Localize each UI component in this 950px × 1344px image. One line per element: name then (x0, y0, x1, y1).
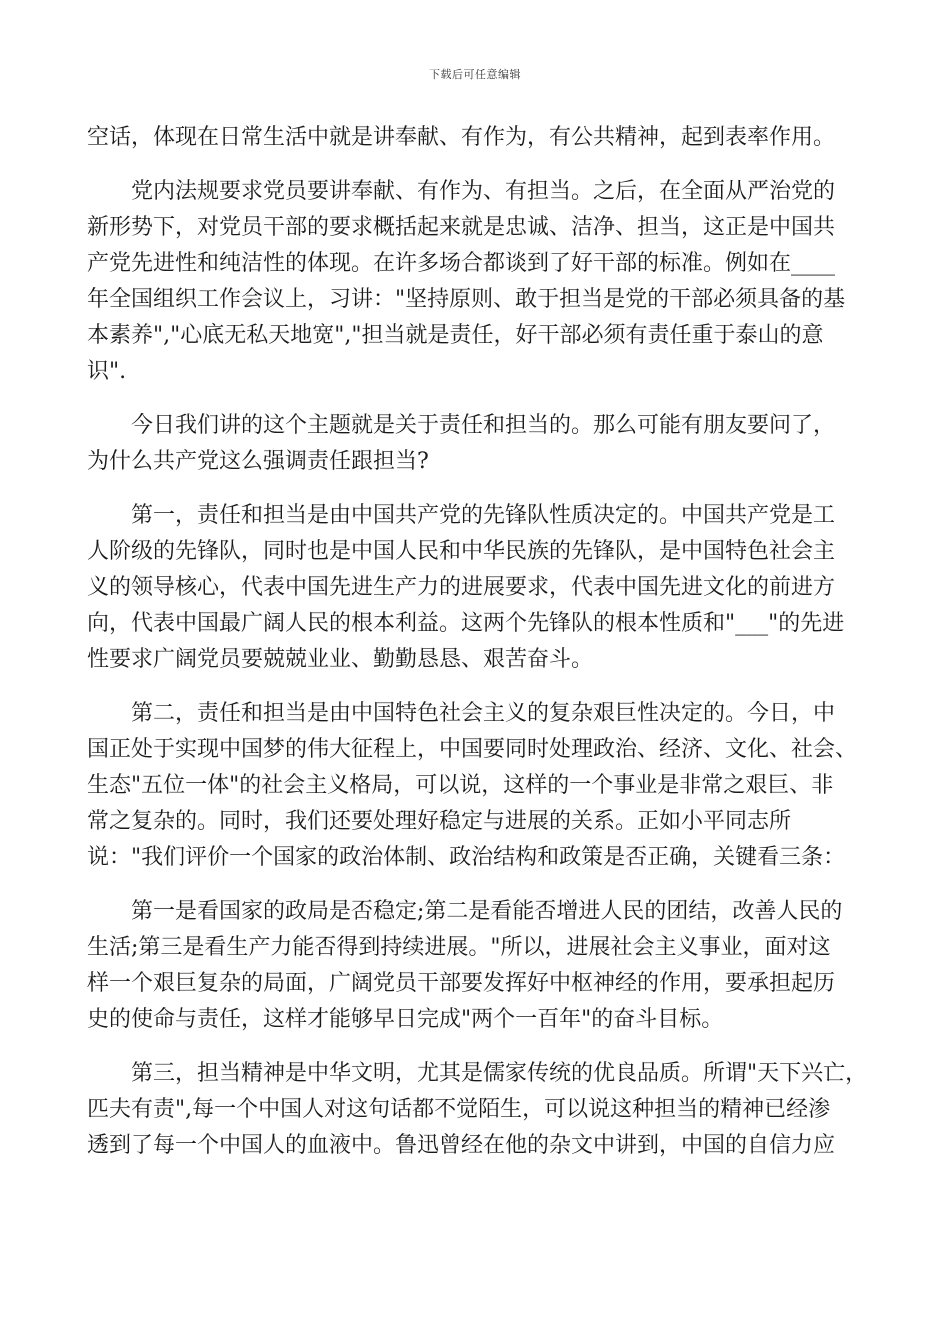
text-line: 匹夫有责",每一个中国人对这句话都不觉陌生，可以说这种担当的精神已经渗 (87, 1097, 831, 1122)
text-line: 样一个艰巨复杂的局面，广阔党员干部要发挥好中枢神经的作用，要承担起历 (87, 971, 836, 996)
paragraph (87, 408, 867, 480)
text-line: 空话，体现在日常生活中就是讲奉献、有作为，有公共精神，起到表率作用。 (87, 125, 836, 150)
text-line: 第三，担当精神是中华文明，尤其是儒家传统的优良品质。所谓"天下兴亡， (131, 1061, 868, 1086)
text-line: 生态"五位一体"的社会主义格局，可以说，这样的一个事业是非常之艰巨、非 (87, 773, 834, 798)
document-body (87, 120, 867, 1182)
text-line: 第二，责任和担当是由中国特色社会主义的复杂艰巨性决定的。今日，中 (131, 701, 836, 726)
text-line: 常之复杂的。同时，我们还要处理好稳定与进展的关系。正如小平同志所 (87, 809, 792, 834)
paragraph (87, 696, 867, 876)
paragraph (87, 498, 867, 678)
text-line: 义的领导核心，代表中国先进生产力的进展要求，代表中国先进文化的前进方 (87, 575, 836, 600)
paragraph (87, 1056, 867, 1164)
text-line: 人阶级的先锋队，同时也是中国人民和中华民族的先锋队，是中国特色社会主 (87, 539, 836, 564)
page-header: 下载后可任意编辑 (429, 68, 521, 81)
text-line: 第一是看国家的政局是否稳定;第二是看能否增进人民的团结，改善人民的 (131, 899, 843, 924)
paragraph (87, 120, 867, 156)
text-line: 今日我们讲的这个主题就是关于责任和担当的。那么可能有朋友要问了， (131, 413, 836, 438)
paragraph (87, 894, 867, 1038)
text-line: 透到了每一个中国人的血液中。鲁迅曾经在他的杂文中讲到，中国的自信力应 (87, 1133, 836, 1158)
text-line: 性要求广阔党员要兢兢业业、勤勤恳恳、艰苦奋斗。 (87, 647, 594, 672)
text-line: 党内法规要求党员要讲奉献、有作为、有担当。之后，在全面从严治党的 (131, 179, 836, 204)
text-line: 向，代表中国最广阔人民的根本利益。这两个先锋队的根本性质和"___"的先进 (87, 611, 845, 636)
text-line: 说："我们评价一个国家的政治体制、政治结构和政策是否正确，关键看三条： (87, 845, 846, 870)
text-line: 年全国组织工作会议上，习讲："坚持原则、敢于担当是党的干部必须具备的基 (87, 287, 846, 312)
text-line: 第一，责任和担当是由中国共产党的先锋队性质决定的。中国共产党是工 (131, 503, 836, 528)
text-line: 为什么共产党这么强调责任跟担当? (87, 449, 429, 474)
text-line: 史的使命与责任，这样才能够早日完成"两个一百年"的奋斗目标。 (87, 1007, 724, 1032)
text-line: 新形势下，对党员干部的要求概括起来就是忠诚、洁净、担当，这正是中国共 (87, 215, 836, 240)
text-line: 国正处于实现中国梦的伟大征程上，中国要同时处理政治、经济、文化、社会、 (87, 737, 858, 762)
text-line: 产党先进性和纯洁性的体现。在许多场合都谈到了好干部的标准。例如在____ (87, 251, 836, 276)
text-line: 本素养","心底无私天地宽","担当就是责任，好干部必须有责任重于泰山的意 (87, 323, 824, 348)
paragraph (87, 174, 867, 390)
text-line: 生活;第三是看生产力能否得到持续进展。"所以，进展社会主义事业，面对这 (87, 935, 831, 960)
text-line: 识". (87, 359, 127, 384)
